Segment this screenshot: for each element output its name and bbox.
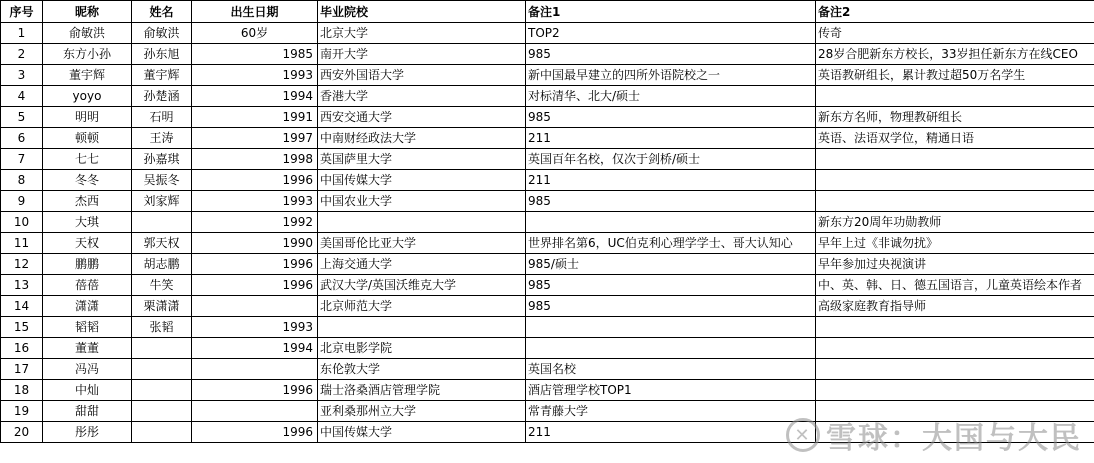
cell-index: 17 (1, 359, 43, 380)
table-row (1, 317, 1094, 338)
cell-note1: 世界排名第6，UC伯克利心理学学士、哥大认知心 (526, 233, 816, 254)
cell-note1: 酒店管理学校TOP1 (526, 380, 816, 401)
cell-index: 13 (1, 275, 43, 296)
cell-index: 9 (1, 191, 43, 212)
cell-note1: 对标清华、北大/硕士 (526, 86, 816, 107)
cell-name: 孙东旭 (132, 44, 192, 65)
cell-name: 王涛 (132, 128, 192, 149)
cell-birthdate: 1996 (192, 170, 318, 191)
cell-nickname: 杰西 (43, 191, 132, 212)
col-header-birthdate: 出生日期 (192, 1, 318, 23)
cell-note1: 985 (526, 107, 816, 128)
cell-name (132, 359, 192, 380)
cell-name: 吴振冬 (132, 170, 192, 191)
table-row (1, 149, 1094, 170)
cell-school (318, 317, 526, 338)
cell-nickname: 彤彤 (43, 422, 132, 443)
cell-index: 20 (1, 422, 43, 443)
cell-name: 石明 (132, 107, 192, 128)
cell-name: 牛笑 (132, 275, 192, 296)
cell-index: 2 (1, 44, 43, 65)
table-row (1, 44, 1094, 65)
cell-nickname: 七七 (43, 149, 132, 170)
cell-note2: 28岁合肥新东方校长，33岁担任新东方在线CEO (816, 44, 1094, 65)
cell-birthdate (192, 296, 318, 317)
cell-nickname: 冯冯 (43, 359, 132, 380)
header-row (1, 1, 1094, 23)
cell-birthdate: 1994 (192, 86, 318, 107)
cell-note2 (816, 338, 1094, 359)
cell-name: 董宇辉 (132, 65, 192, 86)
cell-note2 (816, 149, 1094, 170)
cell-name: 栗潇潇 (132, 296, 192, 317)
cell-school (318, 212, 526, 233)
cell-nickname: 韬韬 (43, 317, 132, 338)
cell-note2 (816, 380, 1094, 401)
cell-birthdate: 1996 (192, 275, 318, 296)
cell-nickname: 大琪 (43, 212, 132, 233)
cell-note2 (816, 359, 1094, 380)
table-row (1, 296, 1094, 317)
cell-note1: 英国百年名校，仅次于剑桥/硕士 (526, 149, 816, 170)
cell-note1: 985 (526, 191, 816, 212)
cell-school: 武汉大学/英国沃维克大学 (318, 275, 526, 296)
table-row (1, 338, 1094, 359)
cell-note2: 英语、法语双学位，精通日语 (816, 128, 1094, 149)
table-row (1, 107, 1094, 128)
cell-birthdate: 1994 (192, 338, 318, 359)
cell-name: 张韬 (132, 317, 192, 338)
cell-school: 西安交通大学 (318, 107, 526, 128)
table-row (1, 422, 1094, 443)
cell-note1 (526, 338, 816, 359)
cell-note2: 新东方20周年功勋教师 (816, 212, 1094, 233)
cell-nickname: 董宇辉 (43, 65, 132, 86)
cell-nickname: 天权 (43, 233, 132, 254)
cell-nickname: 潇潇 (43, 296, 132, 317)
table-row (1, 23, 1094, 44)
cell-note2 (816, 191, 1094, 212)
cell-name (132, 380, 192, 401)
cell-index: 4 (1, 86, 43, 107)
cell-note1: 985 (526, 44, 816, 65)
cell-school: 英国萨里大学 (318, 149, 526, 170)
cell-name (132, 212, 192, 233)
cell-nickname: yoyo (43, 86, 132, 107)
cell-index: 10 (1, 212, 43, 233)
cell-index: 3 (1, 65, 43, 86)
cell-birthdate: 1997 (192, 128, 318, 149)
cell-note1: 211 (526, 422, 816, 443)
cell-school: 北京大学 (318, 23, 526, 44)
watermark-text: 雪球：大国与大民 (826, 421, 1082, 456)
cell-nickname: 俞敏洪 (43, 23, 132, 44)
cell-name: 刘家辉 (132, 191, 192, 212)
cell-note1 (526, 317, 816, 338)
table-row (1, 275, 1094, 296)
cell-school: 香港大学 (318, 86, 526, 107)
cell-note1: 985/硕士 (526, 254, 816, 275)
cell-school: 南开大学 (318, 44, 526, 65)
cell-name: 俞敏洪 (132, 23, 192, 44)
table-row (1, 170, 1094, 191)
cell-name (132, 422, 192, 443)
cell-birthdate: 1991 (192, 107, 318, 128)
cell-index: 12 (1, 254, 43, 275)
cell-note2 (816, 317, 1094, 338)
cell-nickname: 冬冬 (43, 170, 132, 191)
cell-index: 6 (1, 128, 43, 149)
cell-index: 19 (1, 401, 43, 422)
cell-name: 孙嘉琪 (132, 149, 192, 170)
cell-note1 (526, 212, 816, 233)
cell-birthdate: 1993 (192, 65, 318, 86)
table-row (1, 212, 1094, 233)
table-row (1, 86, 1094, 107)
cell-note1: 985 (526, 296, 816, 317)
cell-school: 北京电影学院 (318, 338, 526, 359)
cell-index: 1 (1, 23, 43, 44)
cell-note2: 新东方名师，物理教研组长 (816, 107, 1094, 128)
cell-school: 瑞士洛桑酒店管理学院 (318, 380, 526, 401)
cell-school: 中南财经政法大学 (318, 128, 526, 149)
cell-index: 5 (1, 107, 43, 128)
table-row (1, 233, 1094, 254)
cell-birthdate: 1990 (192, 233, 318, 254)
cell-nickname: 蓓蓓 (43, 275, 132, 296)
cell-note1: 新中国最早建立的四所外语院校之一 (526, 65, 816, 86)
cell-birthdate: 1996 (192, 254, 318, 275)
col-header-note1: 备注1 (526, 1, 816, 23)
cell-index: 15 (1, 317, 43, 338)
cell-nickname: 甜甜 (43, 401, 132, 422)
table-row (1, 359, 1094, 380)
table-row (1, 254, 1094, 275)
cell-school: 北京师范大学 (318, 296, 526, 317)
cell-school: 中国农业大学 (318, 191, 526, 212)
col-header-nickname: 昵称 (43, 1, 132, 23)
cell-name: 郭天权 (132, 233, 192, 254)
cell-note2 (816, 170, 1094, 191)
cell-nickname: 中灿 (43, 380, 132, 401)
cell-birthdate (192, 359, 318, 380)
cell-name: 孙楚涵 (132, 86, 192, 107)
cell-birthdate: 1996 (192, 380, 318, 401)
cell-note1: 985 (526, 275, 816, 296)
cell-school: 上海交通大学 (318, 254, 526, 275)
cell-note1: 211 (526, 170, 816, 191)
cell-note1: 英国名校 (526, 359, 816, 380)
cell-index: 7 (1, 149, 43, 170)
cell-note2: 中、英、韩、日、德五国语言，儿童英语绘本作者 (816, 275, 1094, 296)
snowball-logo-icon: ✕ (786, 418, 820, 452)
cell-school: 中国传媒大学 (318, 170, 526, 191)
cell-nickname: 鹏鹏 (43, 254, 132, 275)
cell-nickname: 明明 (43, 107, 132, 128)
cell-birthdate: 1996 (192, 422, 318, 443)
col-header-index: 序号 (1, 1, 43, 23)
table-row (1, 191, 1094, 212)
cell-note1: 211 (526, 128, 816, 149)
cell-index: 18 (1, 380, 43, 401)
table-row (1, 380, 1094, 401)
cell-school: 亚利桑那州立大学 (318, 401, 526, 422)
cell-note2: 英语教研组长，累计教过超50万名学生 (816, 65, 1094, 86)
col-header-note2: 备注2 (816, 1, 1094, 23)
cell-nickname: 东方小孙 (43, 44, 132, 65)
cell-index: 16 (1, 338, 43, 359)
cell-note2 (816, 86, 1094, 107)
cell-note2 (816, 401, 1094, 422)
cell-note2: 早年参加过央视演讲 (816, 254, 1094, 275)
cell-nickname: 董董 (43, 338, 132, 359)
table-row (1, 401, 1094, 422)
cell-note2: 高级家庭教育指导师 (816, 296, 1094, 317)
cell-birthdate: 1992 (192, 212, 318, 233)
col-header-name: 姓名 (132, 1, 192, 23)
cell-note1: 常青藤大学 (526, 401, 816, 422)
cell-birthdate: 60岁 (192, 23, 318, 44)
cell-birthdate: 1998 (192, 149, 318, 170)
cell-index: 8 (1, 170, 43, 191)
cell-index: 14 (1, 296, 43, 317)
cell-school: 东伦敦大学 (318, 359, 526, 380)
table-row (1, 65, 1094, 86)
cell-birthdate: 1993 (192, 317, 318, 338)
cell-name (132, 401, 192, 422)
table-row (1, 128, 1094, 149)
cell-birthdate: 1993 (192, 191, 318, 212)
cell-index: 11 (1, 233, 43, 254)
cell-school: 西安外国语大学 (318, 65, 526, 86)
cell-note1: TOP2 (526, 23, 816, 44)
cell-school: 美国哥伦比亚大学 (318, 233, 526, 254)
cell-name: 胡志鹏 (132, 254, 192, 275)
cell-note2: 早年上过《非诚勿扰》 (816, 233, 1094, 254)
cell-note2 (816, 422, 1094, 443)
cell-birthdate (192, 401, 318, 422)
table-body (1, 23, 1094, 443)
cell-name (132, 338, 192, 359)
cell-birthdate: 1985 (192, 44, 318, 65)
cell-note2: 传奇 (816, 23, 1094, 44)
cell-nickname: 顿顿 (43, 128, 132, 149)
col-header-school: 毕业院校 (318, 1, 526, 23)
cell-school: 中国传媒大学 (318, 422, 526, 443)
